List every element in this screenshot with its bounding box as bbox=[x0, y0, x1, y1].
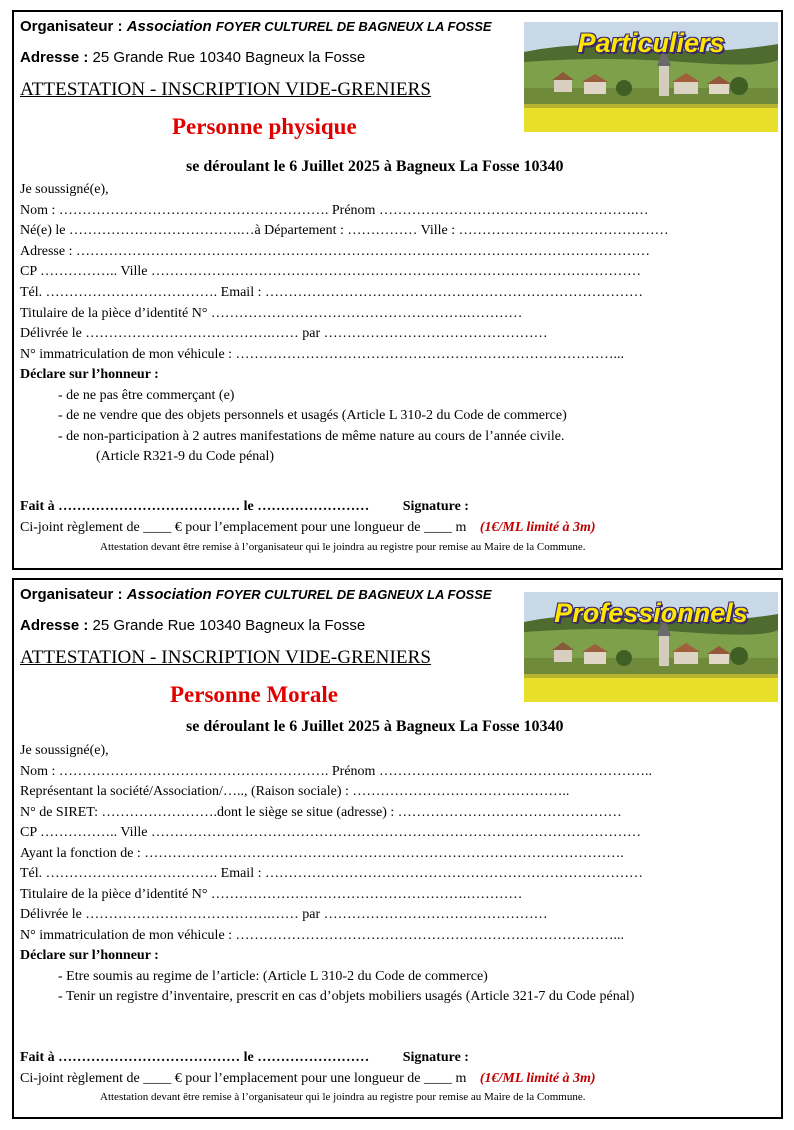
cp-ville-field[interactable]: CP …………….. Ville …………………………………………………………………………………………… bbox=[20, 264, 642, 279]
immatriculation-field[interactable]: N° immatriculation de mon véhicule : ………………………………………………………………………... bbox=[20, 347, 625, 362]
association-name: FOYER CULTUREL DE BAGNEUX LA FOSSE bbox=[215, 587, 492, 602]
photo-label: Professionnels bbox=[554, 598, 748, 628]
attestation-title: ATTESTATION - INSCRIPTION VIDE-GRENIERS bbox=[20, 79, 432, 100]
je-soussigne-line: Je soussigné(e), bbox=[20, 743, 109, 758]
cp-ville-field[interactable]: CP …………….. Ville …………………………………………………………………………………………… bbox=[20, 825, 642, 840]
association-label: Association bbox=[126, 18, 212, 35]
declaration-item: - de non-participation à 2 autres manifestations de même nature au cours de l’année civile. bbox=[58, 429, 565, 444]
piece-identite-field[interactable]: Titulaire de la pièce d’identité N° ……………………………………………….………… bbox=[20, 306, 523, 321]
footer-note: Attestation devant être remise à l’organisateur qui le joindra au registre pour remise au Maire de la Commune. bbox=[100, 541, 586, 553]
form-professionnels bbox=[12, 578, 783, 1119]
adresse-label: Adresse : bbox=[20, 49, 89, 66]
fait-line bbox=[20, 1050, 469, 1066]
photo-label: Particuliers bbox=[577, 28, 725, 58]
naissance-field[interactable]: Né(e) le ……………………………….…à Département : …………… Ville : ……………………………………… bbox=[20, 223, 669, 238]
attestation-title: ATTESTATION - INSCRIPTION VIDE-GRENIERS bbox=[20, 647, 432, 668]
signature-label: Signature : bbox=[402, 499, 469, 514]
nom-prenom-field[interactable]: Nom : …………………………………………………. Prénom ………………………………………………….. bbox=[20, 764, 652, 779]
adresse-field[interactable]: Adresse : …………………………………………………………………………………………………………… bbox=[20, 244, 650, 259]
raison-sociale-field[interactable]: Représentant la société/Association/….., (Raison sociale) : ……………………………………….. bbox=[20, 784, 570, 799]
organisateur-label: Organisateur : bbox=[20, 586, 123, 603]
village-photo bbox=[524, 22, 778, 132]
nom-prenom-field[interactable]: Nom : …………………………………………………. Prénom ……………………………………………….… bbox=[20, 203, 649, 218]
reglement-field[interactable]: Ci-joint règlement de ____ € pour l’emplacement pour une longueur de ____ m bbox=[20, 1071, 467, 1086]
adresse-label: Adresse : bbox=[20, 617, 89, 634]
adresse-value: 25 Grande Rue 10340 Bagneux la Fosse bbox=[92, 49, 366, 66]
delivree-field[interactable]: Délivrée le ………………………………….…… par ………………………………………… bbox=[20, 326, 548, 341]
siret-field[interactable]: N° de SIRET: …………………….dont le siège se situe (adresse) : ………………………………………… bbox=[20, 805, 622, 820]
je-soussigne-line: Je soussigné(e), bbox=[20, 182, 109, 197]
association-name: FOYER CULTUREL DE BAGNEUX LA FOSSE bbox=[215, 19, 492, 34]
declaration-item: - de ne pas être commerçant (e) bbox=[58, 388, 235, 403]
reglement-note: (1€/ML limité à 3m) bbox=[479, 1071, 596, 1086]
form-particuliers bbox=[12, 10, 783, 570]
fait-field[interactable]: Fait à ………………………………… le …………………… bbox=[20, 499, 370, 514]
declaration-note: (Article R321-9 du Code pénal) bbox=[96, 449, 275, 464]
tel-email-field[interactable]: Tél. ………………………………. Email : ……………………………………………………………………… bbox=[20, 866, 643, 881]
form-kind-title: Personne Morale bbox=[170, 682, 338, 707]
declaration-item: - Etre soumis au regime de l’article: (Article L 310-2 du Code de commerce) bbox=[58, 969, 488, 984]
organisateur-line bbox=[20, 18, 492, 35]
tel-email-field[interactable]: Tél. ………………………………. Email : ……………………………………………………………………… bbox=[20, 285, 643, 300]
declaration-item: - Tenir un registre d’inventaire, prescrit en cas d’objets mobiliers usagés (Article 321-7 du Code pénal) bbox=[58, 989, 635, 1004]
footer-note: Attestation devant être remise à l’organisateur qui le joindra au registre pour remise au Maire de la Commune. bbox=[100, 1091, 586, 1103]
reglement-note: (1€/ML limité à 3m) bbox=[479, 520, 596, 535]
village-photo bbox=[524, 592, 778, 702]
fonction-field[interactable]: Ayant la fonction de : …………………………………………………………………………………………. bbox=[20, 846, 624, 861]
immatriculation-field[interactable]: N° immatriculation de mon véhicule : ………………………………………………………………………... bbox=[20, 928, 625, 943]
organisateur-label: Organisateur : bbox=[20, 18, 123, 35]
fait-field[interactable]: Fait à ………………………………… le …………………… bbox=[20, 1050, 370, 1065]
piece-identite-field[interactable]: Titulaire de la pièce d’identité N° ……………………………………………….………… bbox=[20, 887, 523, 902]
fait-line bbox=[20, 499, 469, 515]
form-kind-title: Personne physique bbox=[172, 114, 357, 139]
declaration-item: - de ne vendre que des objets personnels et usagés (Article L 310-2 du Code de commerce) bbox=[58, 408, 567, 423]
organisateur-line bbox=[20, 586, 492, 603]
declare-label: Déclare sur l’honneur : bbox=[20, 367, 159, 382]
adresse-line bbox=[20, 49, 365, 66]
adresse-line bbox=[20, 617, 365, 634]
association-label: Association bbox=[126, 586, 212, 603]
event-line: se déroulant le 6 Juillet 2025 à Bagneux La Fosse 10340 bbox=[186, 158, 564, 175]
adresse-value: 25 Grande Rue 10340 Bagneux la Fosse bbox=[92, 617, 366, 634]
delivree-field[interactable]: Délivrée le ………………………………….…… par ………………………………………… bbox=[20, 907, 548, 922]
reglement-field[interactable]: Ci-joint règlement de ____ € pour l’emplacement pour une longueur de ____ m bbox=[20, 520, 467, 535]
reglement-line bbox=[20, 1071, 596, 1087]
declare-label: Déclare sur l’honneur : bbox=[20, 948, 159, 963]
signature-label: Signature : bbox=[402, 1050, 469, 1065]
reglement-line bbox=[20, 520, 596, 536]
event-line: se déroulant le 6 Juillet 2025 à Bagneux La Fosse 10340 bbox=[186, 718, 564, 735]
